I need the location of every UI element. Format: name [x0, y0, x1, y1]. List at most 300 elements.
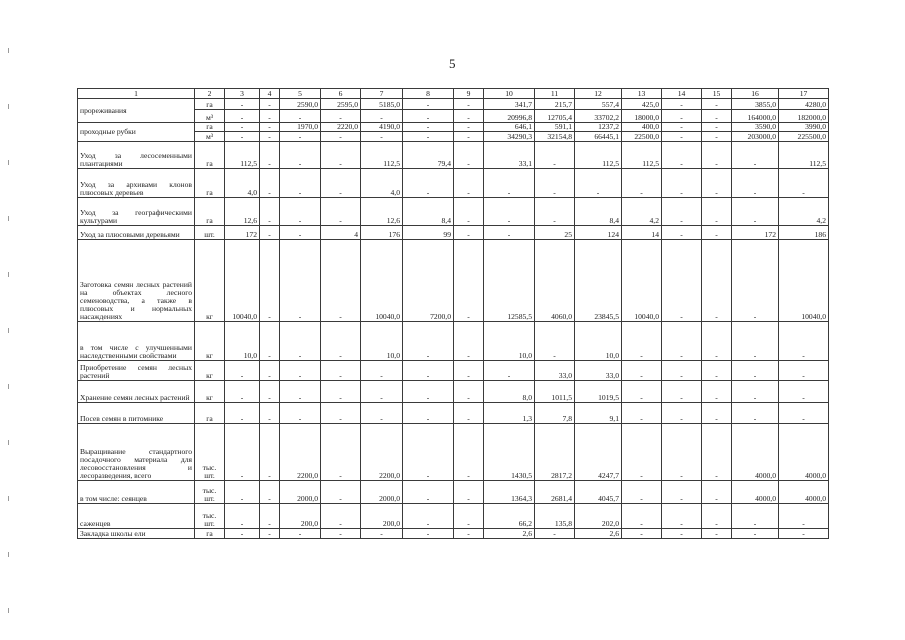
- value-cell: -: [225, 110, 260, 123]
- value-cell: -: [454, 169, 484, 198]
- header-cell: 2: [195, 89, 225, 99]
- unit-cell: шт.: [195, 226, 225, 240]
- value-cell: -: [225, 381, 260, 403]
- value-cell: -: [321, 361, 361, 381]
- value-cell: 2595,0: [321, 99, 361, 110]
- value-cell: -: [280, 529, 321, 539]
- value-cell: -: [361, 529, 403, 539]
- value-cell: 164000,0: [732, 110, 779, 123]
- value-cell: -: [732, 198, 779, 226]
- value-cell: 9,1: [575, 403, 622, 424]
- value-cell: -: [454, 504, 484, 529]
- unit-cell: кг: [195, 240, 225, 322]
- row-label: саженцев: [78, 504, 195, 529]
- value-cell: -: [662, 240, 702, 322]
- table-row: [78, 424, 829, 481]
- value-cell: -: [454, 198, 484, 226]
- value-cell: -: [403, 403, 454, 424]
- value-cell: -: [321, 381, 361, 403]
- value-cell: 2200,0: [361, 424, 403, 481]
- value-cell: -: [454, 123, 484, 132]
- value-cell: -: [361, 132, 403, 142]
- header-cell: 15: [702, 89, 732, 99]
- value-cell: -: [280, 169, 321, 198]
- value-cell: 3855,0: [732, 99, 779, 110]
- value-cell: -: [403, 504, 454, 529]
- value-cell: -: [662, 110, 702, 123]
- value-cell: 135,8: [535, 504, 575, 529]
- value-cell: -: [225, 424, 260, 481]
- value-cell: 202,0: [575, 504, 622, 529]
- value-cell: 172: [732, 226, 779, 240]
- value-cell: -: [662, 381, 702, 403]
- unit-cell: кг: [195, 381, 225, 403]
- value-cell: 112,5: [225, 142, 260, 169]
- value-cell: -: [225, 99, 260, 110]
- value-cell: -: [321, 403, 361, 424]
- header-cell: 11: [535, 89, 575, 99]
- value-cell: -: [260, 504, 280, 529]
- value-cell: -: [280, 403, 321, 424]
- value-cell: 12,6: [225, 198, 260, 226]
- value-cell: 66445,1: [575, 132, 622, 142]
- value-cell: -: [662, 226, 702, 240]
- value-cell: -: [361, 110, 403, 123]
- value-cell: 7200,0: [403, 240, 454, 322]
- value-cell: 176: [361, 226, 403, 240]
- value-cell: 22500,0: [622, 132, 662, 142]
- value-cell: -: [702, 99, 732, 110]
- value-cell: -: [321, 529, 361, 539]
- value-cell: -: [662, 123, 702, 132]
- value-cell: 4060,0: [535, 240, 575, 322]
- value-cell: 2817,2: [535, 424, 575, 481]
- row-label: Заготовка семян лесных растений на объектах лесного семеноводства, а также в плюсовых и нормальных насаждениях: [78, 240, 195, 322]
- value-cell: 4,2: [622, 198, 662, 226]
- value-cell: -: [260, 322, 280, 361]
- value-cell: 4190,0: [361, 123, 403, 132]
- value-cell: -: [484, 226, 535, 240]
- value-cell: -: [702, 240, 732, 322]
- value-cell: -: [260, 169, 280, 198]
- unit-cell: тыс. шт.: [195, 424, 225, 481]
- value-cell: -: [622, 169, 662, 198]
- value-cell: -: [662, 403, 702, 424]
- header-cell: 13: [622, 89, 662, 99]
- value-cell: 14: [622, 226, 662, 240]
- value-cell: -: [454, 110, 484, 123]
- value-cell: -: [321, 322, 361, 361]
- value-cell: 2590,0: [280, 99, 321, 110]
- value-cell: -: [403, 481, 454, 504]
- value-cell: 7,8: [535, 403, 575, 424]
- value-cell: -: [622, 361, 662, 381]
- value-cell: 12,6: [361, 198, 403, 226]
- value-cell: 8,0: [484, 381, 535, 403]
- value-cell: 8,4: [575, 198, 622, 226]
- value-cell: 10,0: [575, 322, 622, 361]
- value-cell: -: [732, 504, 779, 529]
- value-cell: 79,4: [403, 142, 454, 169]
- value-cell: -: [321, 142, 361, 169]
- value-cell: -: [403, 110, 454, 123]
- value-cell: -: [403, 322, 454, 361]
- table-row: [78, 169, 829, 198]
- value-cell: 99: [403, 226, 454, 240]
- value-cell: 112,5: [779, 142, 829, 169]
- value-cell: -: [260, 381, 280, 403]
- row-label: Уход за географическими культурами: [78, 198, 195, 226]
- header-cell: 9: [454, 89, 484, 99]
- value-cell: -: [225, 361, 260, 381]
- value-cell: -: [280, 361, 321, 381]
- value-cell: -: [702, 110, 732, 123]
- value-cell: -: [779, 504, 829, 529]
- value-cell: -: [484, 361, 535, 381]
- value-cell: -: [260, 142, 280, 169]
- value-cell: -: [622, 381, 662, 403]
- table-row: [78, 99, 829, 110]
- value-cell: -: [702, 424, 732, 481]
- unit-cell: м³: [195, 110, 225, 123]
- value-cell: -: [403, 132, 454, 142]
- value-cell: -: [454, 529, 484, 539]
- value-cell: -: [779, 529, 829, 539]
- unit-cell: га: [195, 123, 225, 132]
- value-cell: 33,0: [575, 361, 622, 381]
- value-cell: 4280,0: [779, 99, 829, 110]
- value-cell: -: [403, 424, 454, 481]
- value-cell: -: [732, 529, 779, 539]
- value-cell: 425,0: [622, 99, 662, 110]
- value-cell: -: [779, 361, 829, 381]
- value-cell: -: [535, 169, 575, 198]
- value-cell: 186: [779, 226, 829, 240]
- value-cell: -: [622, 403, 662, 424]
- header-cell: 4: [260, 89, 280, 99]
- value-cell: -: [403, 529, 454, 539]
- value-cell: -: [260, 110, 280, 123]
- header-cell: 10: [484, 89, 535, 99]
- value-cell: 182000,0: [779, 110, 829, 123]
- value-cell: 1364,3: [484, 481, 535, 504]
- value-cell: 10040,0: [361, 240, 403, 322]
- value-cell: 4000,0: [779, 481, 829, 504]
- value-cell: -: [622, 481, 662, 504]
- value-cell: -: [702, 481, 732, 504]
- value-cell: -: [225, 529, 260, 539]
- value-cell: -: [280, 198, 321, 226]
- table-row: [78, 481, 829, 504]
- unit-cell: м³: [195, 132, 225, 142]
- value-cell: -: [403, 381, 454, 403]
- table-row: [78, 226, 829, 240]
- value-cell: 10040,0: [225, 240, 260, 322]
- value-cell: -: [454, 226, 484, 240]
- value-cell: -: [260, 132, 280, 142]
- value-cell: 1970,0: [280, 123, 321, 132]
- unit-cell: кг: [195, 322, 225, 361]
- value-cell: -: [535, 198, 575, 226]
- value-cell: -: [454, 361, 484, 381]
- value-cell: -: [662, 99, 702, 110]
- value-cell: -: [702, 226, 732, 240]
- value-cell: 1011,5: [535, 381, 575, 403]
- row-label: в том числе с улучшенными наследственными свойствами: [78, 322, 195, 361]
- value-cell: -: [732, 240, 779, 322]
- value-cell: -: [321, 504, 361, 529]
- value-cell: -: [702, 381, 732, 403]
- value-cell: 20996,8: [484, 110, 535, 123]
- value-cell: -: [321, 481, 361, 504]
- value-cell: -: [260, 226, 280, 240]
- value-cell: -: [622, 424, 662, 481]
- value-cell: -: [535, 142, 575, 169]
- value-cell: -: [403, 361, 454, 381]
- row-label: Выращивание стандартного посадочного материала для лесовосстановления и лесоразведения, всего: [78, 424, 195, 481]
- value-cell: 33,1: [484, 142, 535, 169]
- value-cell: 4: [321, 226, 361, 240]
- value-cell: -: [732, 381, 779, 403]
- value-cell: -: [361, 361, 403, 381]
- value-cell: -: [702, 529, 732, 539]
- value-cell: 591,1: [535, 123, 575, 132]
- value-cell: -: [454, 132, 484, 142]
- value-cell: -: [260, 123, 280, 132]
- value-cell: 1019,5: [575, 381, 622, 403]
- value-cell: 2000,0: [361, 481, 403, 504]
- value-cell: -: [454, 322, 484, 361]
- value-cell: -: [280, 142, 321, 169]
- table-row: [78, 322, 829, 361]
- value-cell: -: [779, 403, 829, 424]
- value-cell: 10,0: [484, 322, 535, 361]
- value-cell: -: [779, 169, 829, 198]
- unit-cell: кг: [195, 361, 225, 381]
- value-cell: 4247,7: [575, 424, 622, 481]
- row-label: в том числе: сеянцев: [78, 481, 195, 504]
- value-cell: -: [575, 169, 622, 198]
- table-row: [78, 381, 829, 403]
- value-cell: 23845,5: [575, 240, 622, 322]
- value-cell: 4000,0: [732, 424, 779, 481]
- value-cell: -: [622, 504, 662, 529]
- value-cell: -: [662, 142, 702, 169]
- value-cell: -: [622, 322, 662, 361]
- value-cell: -: [732, 169, 779, 198]
- value-cell: -: [454, 240, 484, 322]
- value-cell: -: [280, 226, 321, 240]
- value-cell: 172: [225, 226, 260, 240]
- value-cell: -: [280, 322, 321, 361]
- value-cell: -: [361, 403, 403, 424]
- value-cell: -: [225, 123, 260, 132]
- value-cell: 225500,0: [779, 132, 829, 142]
- value-cell: -: [732, 142, 779, 169]
- value-cell: 1430,5: [484, 424, 535, 481]
- value-cell: 4000,0: [732, 481, 779, 504]
- value-cell: -: [702, 169, 732, 198]
- value-cell: 215,7: [535, 99, 575, 110]
- row-label: Приобретение семян лесных растений: [78, 361, 195, 381]
- value-cell: -: [702, 504, 732, 529]
- value-cell: 124: [575, 226, 622, 240]
- value-cell: -: [662, 504, 702, 529]
- value-cell: 4,0: [225, 169, 260, 198]
- row-label: Хранение семян лесных растений: [78, 381, 195, 403]
- value-cell: 66,2: [484, 504, 535, 529]
- value-cell: 112,5: [622, 142, 662, 169]
- header-cell: 14: [662, 89, 702, 99]
- header-cell: 8: [403, 89, 454, 99]
- value-cell: -: [321, 169, 361, 198]
- value-cell: -: [662, 322, 702, 361]
- table-row: [78, 123, 829, 132]
- value-cell: 2,6: [575, 529, 622, 539]
- value-cell: -: [361, 381, 403, 403]
- value-cell: 4000,0: [779, 424, 829, 481]
- value-cell: 10,0: [361, 322, 403, 361]
- table-row: [78, 361, 829, 381]
- value-cell: 5185,0: [361, 99, 403, 110]
- value-cell: -: [260, 240, 280, 322]
- value-cell: -: [779, 381, 829, 403]
- value-cell: -: [321, 240, 361, 322]
- value-cell: 557,4: [575, 99, 622, 110]
- value-cell: -: [454, 142, 484, 169]
- value-cell: 646,1: [484, 123, 535, 132]
- value-cell: -: [662, 169, 702, 198]
- data-table: [77, 88, 829, 539]
- row-label: Уход за лесосеменными плантациями: [78, 142, 195, 169]
- value-cell: -: [535, 322, 575, 361]
- value-cell: -: [779, 322, 829, 361]
- value-cell: 112,5: [361, 142, 403, 169]
- row-label: прореживания: [78, 99, 195, 123]
- header-cell: 17: [779, 89, 829, 99]
- value-cell: -: [321, 424, 361, 481]
- value-cell: -: [702, 198, 732, 226]
- value-cell: -: [484, 169, 535, 198]
- value-cell: -: [662, 481, 702, 504]
- table-row: [78, 529, 829, 539]
- value-cell: -: [260, 99, 280, 110]
- value-cell: -: [454, 381, 484, 403]
- value-cell: 18000,0: [622, 110, 662, 123]
- value-cell: 10,0: [225, 322, 260, 361]
- header-cell: 12: [575, 89, 622, 99]
- value-cell: 32154,8: [535, 132, 575, 142]
- value-cell: 1237,2: [575, 123, 622, 132]
- value-cell: -: [454, 481, 484, 504]
- unit-cell: га: [195, 403, 225, 424]
- value-cell: -: [732, 403, 779, 424]
- value-cell: -: [702, 361, 732, 381]
- row-label: проходные рубки: [78, 123, 195, 142]
- row-label: Посев семян в питомнике: [78, 403, 195, 424]
- value-cell: -: [662, 529, 702, 539]
- value-cell: -: [454, 403, 484, 424]
- table-row: [78, 198, 829, 226]
- value-cell: -: [702, 403, 732, 424]
- value-cell: -: [280, 240, 321, 322]
- unit-cell: тыс. шт.: [195, 504, 225, 529]
- value-cell: 203000,0: [732, 132, 779, 142]
- header-row: [78, 89, 829, 99]
- header-cell: 5: [280, 89, 321, 99]
- margin-tick-marks: [8, 0, 12, 640]
- value-cell: -: [702, 322, 732, 361]
- value-cell: 2,6: [484, 529, 535, 539]
- value-cell: -: [662, 424, 702, 481]
- value-cell: -: [454, 99, 484, 110]
- unit-cell: га: [195, 198, 225, 226]
- header-cell: 16: [732, 89, 779, 99]
- value-cell: -: [622, 529, 662, 539]
- value-cell: -: [732, 361, 779, 381]
- header-cell: 7: [361, 89, 403, 99]
- value-cell: 341,7: [484, 99, 535, 110]
- value-cell: -: [260, 403, 280, 424]
- value-cell: 4,0: [361, 169, 403, 198]
- value-cell: 8,4: [403, 198, 454, 226]
- row-label: Уход за плюсовыми деревьями: [78, 226, 195, 240]
- unit-cell: га: [195, 142, 225, 169]
- value-cell: 3990,0: [779, 123, 829, 132]
- header-cell: 6: [321, 89, 361, 99]
- value-cell: -: [702, 142, 732, 169]
- value-cell: -: [280, 132, 321, 142]
- value-cell: -: [732, 322, 779, 361]
- value-cell: 12705,4: [535, 110, 575, 123]
- row-label: Закладка школы ели: [78, 529, 195, 539]
- value-cell: 12585,5: [484, 240, 535, 322]
- value-cell: 3590,0: [732, 123, 779, 132]
- value-cell: 2000,0: [280, 481, 321, 504]
- value-cell: -: [280, 381, 321, 403]
- value-cell: -: [225, 504, 260, 529]
- value-cell: -: [225, 481, 260, 504]
- value-cell: -: [702, 132, 732, 142]
- value-cell: -: [225, 403, 260, 424]
- value-cell: -: [662, 132, 702, 142]
- value-cell: -: [535, 529, 575, 539]
- value-cell: -: [260, 198, 280, 226]
- unit-cell: га: [195, 99, 225, 110]
- row-label: Уход за архивами клонов плюсовых деревьев: [78, 169, 195, 198]
- value-cell: -: [662, 361, 702, 381]
- value-cell: -: [484, 198, 535, 226]
- value-cell: -: [260, 529, 280, 539]
- header-cell: 3: [225, 89, 260, 99]
- value-cell: -: [321, 198, 361, 226]
- table-row: [78, 240, 829, 322]
- value-cell: 10040,0: [622, 240, 662, 322]
- value-cell: -: [403, 123, 454, 132]
- value-cell: -: [403, 169, 454, 198]
- value-cell: 2200,0: [280, 424, 321, 481]
- value-cell: -: [702, 123, 732, 132]
- table-row: [78, 142, 829, 169]
- value-cell: 34290,3: [484, 132, 535, 142]
- value-cell: 4,2: [779, 198, 829, 226]
- value-cell: -: [280, 110, 321, 123]
- value-cell: -: [260, 481, 280, 504]
- value-cell: 200,0: [280, 504, 321, 529]
- value-cell: 33702,2: [575, 110, 622, 123]
- value-cell: -: [321, 110, 361, 123]
- value-cell: 33,0: [535, 361, 575, 381]
